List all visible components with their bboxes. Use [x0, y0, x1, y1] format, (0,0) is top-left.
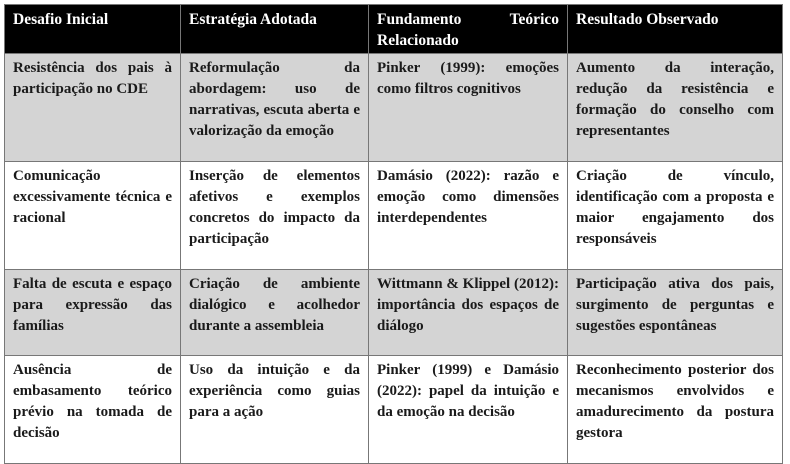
header-resultado-observado: Resultado Observado: [568, 5, 783, 54]
cell-desafio: Comunicação excessivamente técnica e racional: [5, 162, 181, 270]
cell-fundamento: Wittmann & Klippel (2012): importância dos espaços de diálogo: [369, 270, 568, 356]
cell-estrategia: Reformulação da abordagem: uso de narrativas, escuta aberta e valorização da emoção: [181, 54, 369, 162]
cell-desafio: Resistência dos pais à participação no CDE: [5, 54, 181, 162]
results-table: [4, 4, 783, 464]
cell-fundamento: Pinker (1999): emoções como filtros cognitivos: [369, 54, 568, 162]
table-row: [5, 162, 783, 270]
cell-estrategia: Inserção de elementos afetivos e exemplos concretos do impacto da participação: [181, 162, 369, 270]
cell-estrategia: Uso da intuição e da experiência como guias para a ação: [181, 356, 369, 464]
header-estrategia-adotada: Estratégia Adotada: [181, 5, 369, 54]
cell-fundamento: Damásio (2022): razão e emoção como dimensões interdependentes: [369, 162, 568, 270]
cell-resultado: Participação ativa dos pais, surgimento de perguntas e sugestões espontâneas: [568, 270, 783, 356]
cell-resultado: Criação de vínculo, identificação com a proposta e maior engajamento dos responsáveis: [568, 162, 783, 270]
cell-resultado: Aumento da interação, redução da resistência e formação do conselho com representantes: [568, 54, 783, 162]
table-row: [5, 270, 783, 356]
header-fundamento-teorico: Fundamento Teórico Relacionado: [369, 5, 568, 54]
table-row: [5, 356, 783, 464]
cell-fundamento: Pinker (1999) e Damásio (2022): papel da intuição e da emoção na decisão: [369, 356, 568, 464]
table-row: [5, 54, 783, 162]
cell-desafio: Ausência de embasamento teórico prévio na tomada de decisão: [5, 356, 181, 464]
table-header-row: [5, 5, 783, 54]
cell-estrategia: Criação de ambiente dialógico e acolhedor durante a assembleia: [181, 270, 369, 356]
cell-resultado: Reconhecimento posterior dos mecanismos envolvidos e amadurecimento da postura gestora: [568, 356, 783, 464]
cell-desafio: Falta de escuta e espaço para expressão das famílias: [5, 270, 181, 356]
header-desafio-inicial: Desafio Inicial: [5, 5, 181, 54]
